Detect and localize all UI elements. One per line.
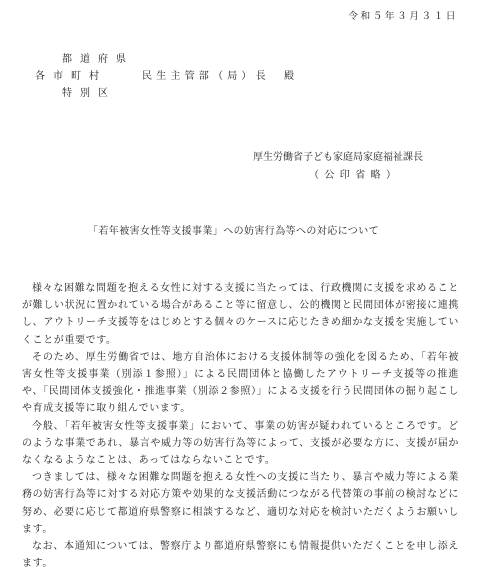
sender-block [253, 148, 423, 181]
body-paragraph: そのため、厚生労働省では、地方自治体における支援体制等の強化を図るため、「若年被害女性等支援事業（別添１参照）」による民間団体と協働したアウトリーチ支援等の推進や、「民間団体支援強化・推進事業（別添２参照）」による支援を行う民間団体の掘り起こしや育成支援等に取り組んでいます。 [22, 351, 459, 415]
body-paragraph: なお、本通知については、警察庁より都道府県警察にも情報提供いただくことを申し添えます。 [22, 541, 459, 570]
seal-omitted-note: （公印省略） [309, 170, 402, 181]
addressee-special-wards: 特別区 [62, 88, 116, 99]
issue-date: 令和５年３月３１日 [348, 11, 458, 22]
body-paragraph: 様々な困難な問題を抱える女性に対する支援に当たっては、行政機関に支援を求めることが難しい状況に置かれている場合があること等に留意し、公的機関と民間団体が密接に連携し、アウトリーチ支援等をはじめとする個々のケースに応じたきめ細かな支援を実施していくことが重要です。 [22, 283, 459, 346]
addressee-department-head: 民生主管部（局）長 殿 [142, 71, 299, 82]
addressee-municipalities: 各市町村 [35, 71, 107, 82]
body-paragraph: 今般、「若年被害女性等支援事業」において、事業の妨害が疑われているところです。どのような事業であれ、暴言や威力等の妨害行為等によって、支援が必要な方に、支援が届かなくなるようなことは、あってはならないことです。 [22, 420, 459, 467]
document-subject: 「若年被害女性等支援事業」への妨害行為等への対応について [88, 226, 379, 237]
document-body [22, 280, 459, 572]
addressee-prefectures: 都道府県 [62, 54, 134, 65]
body-paragraph: つきましては、様々な困難な問題を抱える女性への支援に当たり、暴言や威力等による業務の妨害行為等に対する対応方策や効果的な支援活動につながる代替策の事前の検討などに努め、必要に応じて都道府県警察に相談するなど、適切な対応を検討いただくようお願いします。 [22, 472, 459, 535]
sender-title: 厚生労働省子ども家庭局家庭福祉課長 [253, 152, 423, 163]
